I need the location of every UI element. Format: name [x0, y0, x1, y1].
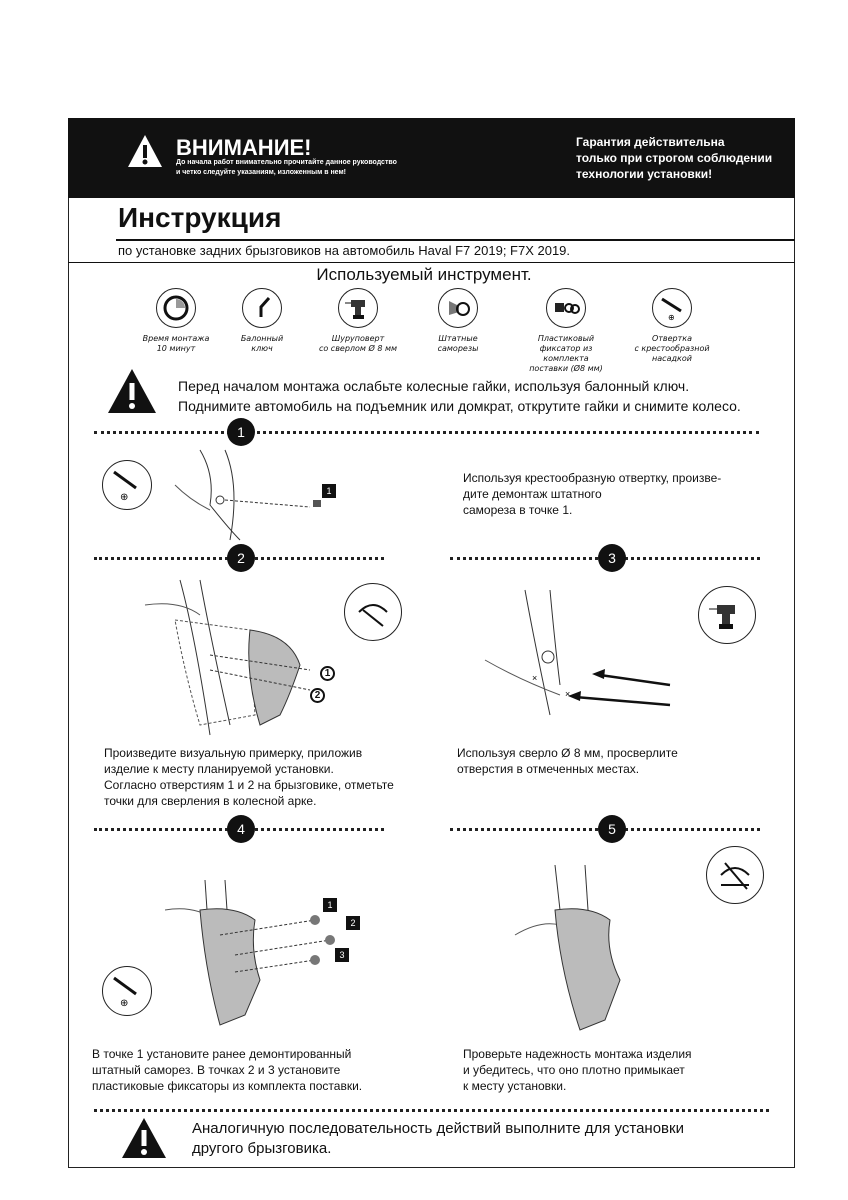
divider	[94, 431, 759, 434]
point-marker: 1	[322, 484, 336, 498]
svg-text:⊕: ⊕	[120, 998, 129, 1008]
step-number: 3	[598, 544, 626, 572]
page-title: Инструкция	[118, 202, 282, 233]
tool-screw: Штатные саморезы	[408, 288, 508, 354]
tools-title: Используемый инструмент.	[316, 265, 532, 284]
svg-text:×: ×	[532, 673, 538, 683]
tool-drill: Шуруповерт со сверлом Ø 8 мм	[308, 288, 408, 354]
point-marker: 2	[346, 916, 360, 930]
wheel-wrench-icon	[242, 288, 282, 328]
divider	[116, 239, 795, 241]
point-marker: 1	[320, 666, 335, 681]
divider	[68, 262, 795, 263]
step-number: 1	[227, 418, 255, 446]
step-4-text: В точке 1 установите ранее демонтированный штатный саморез. В точках 2 и 3 установите пластиковые фиксаторы из комплекта поставки.	[92, 1047, 363, 1093]
step-2-text: Произведите визуальную примерку, приложив изделие к месту планируемой установки. Согласно отверстиям 1 и 2 на брызговике, отметьте точки для сверления в колесной арке.	[104, 746, 394, 808]
pre-warning-text: Перед началом монтажа ослабьте колесные гайки, используя балонный ключ. Поднимите автомобиль на подъемник или домкрат, открутите гайки и снимите колесо.	[178, 378, 741, 414]
final-warning-text: Аналогичную последовательность действий выполните для установки другого брызговика.	[192, 1120, 684, 1157]
svg-text:⊕: ⊕	[668, 313, 675, 321]
divider	[94, 1109, 769, 1112]
step-5-text: Проверьте надежность монтажа изделия и убедитесь, что оно плотно примыкает к месту установки.	[463, 1047, 692, 1093]
drill-icon	[338, 288, 378, 328]
step-number: 2	[227, 544, 255, 572]
warning-icon	[120, 1116, 168, 1160]
step-3-text: Используя сверло Ø 8 мм, просверлите отверстия в отмеченных местах.	[457, 746, 678, 776]
point-marker: 3	[335, 948, 349, 962]
clock-icon	[156, 288, 196, 328]
warning-icon	[126, 133, 164, 169]
step3-illustration	[480, 585, 680, 725]
check-fit-icon	[706, 846, 764, 904]
svg-text:×: ×	[565, 689, 571, 699]
point-marker: 1	[323, 898, 337, 912]
warning-text: До начала работ внимательно прочитайте данное руководство и четко следуйте указаниям, изложенным в нем!	[176, 159, 397, 176]
step-1-text: Используя крестообразную отвертку, произве- дите демонтаж штатного самореза в точке 1.	[463, 471, 722, 517]
step5-illustration	[510, 860, 680, 1035]
tool-clock: Время монтажа 10 минут	[126, 288, 226, 354]
guarantee-text: Гарантия действительна только при строгом соблюдении технологии установки!	[576, 135, 773, 181]
warning-icon	[106, 367, 158, 415]
tool-screwdriver: ⊕ Отвертка с крестообразной насадкой	[622, 288, 722, 364]
screw-icon	[438, 288, 478, 328]
screwdriver-icon	[102, 460, 152, 510]
warning-title: ВНИМАНИЕ!	[176, 135, 312, 160]
fitting-eye-icon	[344, 583, 402, 641]
point-marker: 2	[310, 688, 325, 703]
step-number: 5	[598, 815, 626, 843]
tool-clip: Пластиковый фиксатор из комплекта поставки (Ø8 мм)	[516, 288, 616, 374]
svg-text:⊕: ⊕	[120, 492, 129, 502]
screwdriver-icon	[102, 966, 152, 1016]
plastic-clip-icon	[546, 288, 586, 328]
drill-icon	[698, 586, 756, 644]
screwdriver-icon	[652, 288, 692, 328]
step2-illustration	[140, 575, 340, 740]
step-number: 4	[227, 815, 255, 843]
tool-wrench: Балонный ключ	[212, 288, 312, 354]
page-subtitle: по установке задних брызговиков на автомобиль Haval F7 2019; F7X 2019.	[118, 243, 571, 258]
